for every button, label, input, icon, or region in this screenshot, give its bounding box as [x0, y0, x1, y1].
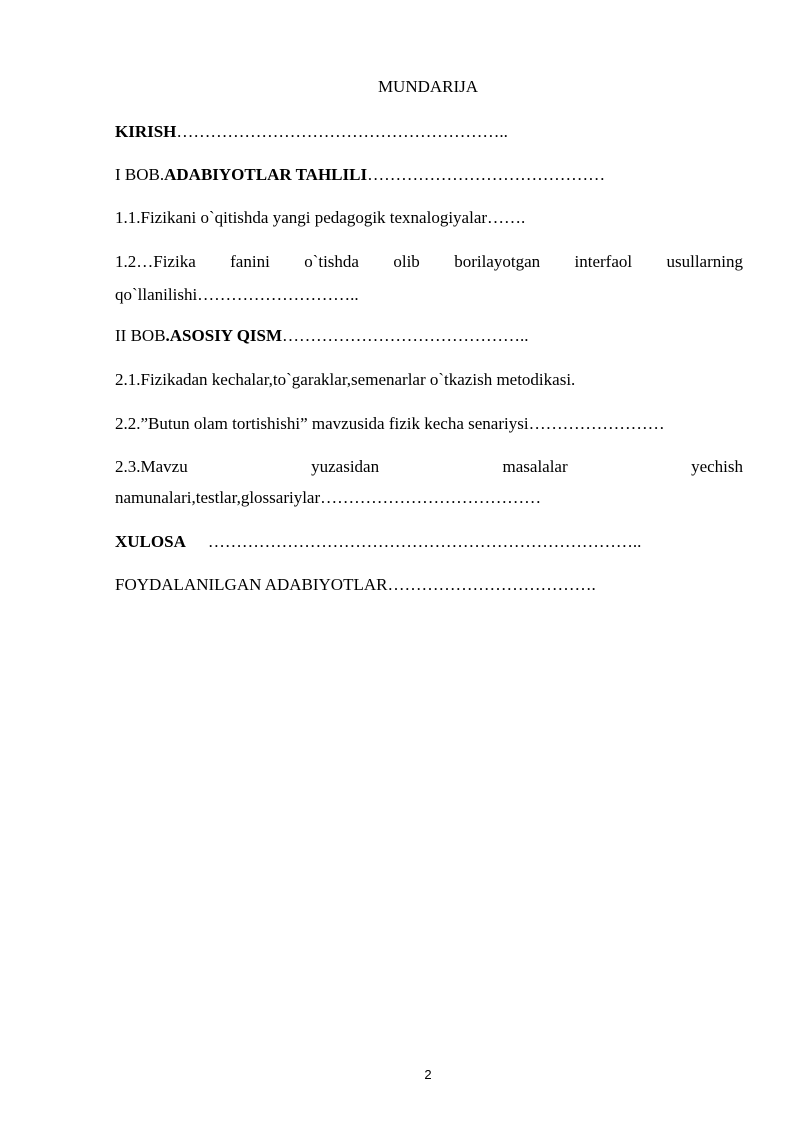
toc-word: masalalar	[502, 457, 568, 476]
toc-label: KIRISH	[115, 122, 177, 141]
toc-text: 2.2.”Butun olam tortishishi” mavzusida fizik kecha senariysi……………………	[115, 414, 665, 433]
toc-dots: …………………………………………………………………..	[207, 532, 642, 551]
toc-label: XULOSA	[115, 532, 186, 551]
toc-word: yuzasidan	[311, 457, 380, 476]
toc-entry-bob1	[115, 164, 743, 186]
toc-word: borilayotgan	[454, 252, 541, 271]
toc-word: interfaol	[574, 252, 633, 271]
toc-word: 2.3.Mavzu	[115, 457, 188, 476]
toc-word: usullarning	[666, 252, 743, 271]
page-number: 2	[424, 1067, 432, 1082]
toc-word: yechish	[691, 457, 743, 476]
toc-prefix: II BOB	[115, 326, 166, 345]
toc-entry-1-1	[115, 207, 743, 229]
toc-entry-2-3-line2	[115, 487, 743, 509]
toc-entry-1-2-line1	[115, 251, 743, 273]
toc-prefix: I BOB.	[115, 165, 165, 184]
toc-word: o`tishda	[304, 252, 359, 271]
toc-text: namunalari,testlar,glossariylar…………………………………	[115, 488, 542, 507]
toc-word: olib	[393, 252, 420, 271]
toc-text: FOYDALANILGAN ADABIYOTLAR……………………………….	[115, 575, 596, 594]
page-title: MUNDARIJA	[377, 77, 479, 96]
toc-word: 1.2…Fizika	[115, 252, 196, 271]
toc-entry-bob2	[115, 325, 743, 347]
toc-text: 2.1.Fizikadan kechalar,to`garaklar,semenarlar o`tkazish metodikasi.	[115, 370, 576, 389]
toc-word: fanini	[230, 252, 270, 271]
toc-entry-2-1	[115, 369, 743, 391]
toc-dots: …………………………………………………..	[176, 122, 508, 141]
toc-dots: ……………………………………..	[282, 326, 529, 345]
toc-entry-kirish	[115, 121, 743, 143]
toc-label: .ASOSIY QISM	[165, 326, 283, 345]
toc-entry-1-2-line2	[115, 284, 743, 306]
toc-text: 1.1.Fizikani o`qitishda yangi pedagogik texnalogiyalar…….	[115, 208, 526, 227]
toc-text: qo`llanilishi………………………..	[115, 285, 359, 304]
toc-entry-xulosa	[115, 531, 743, 553]
toc-dots: ……………………………………	[367, 165, 606, 184]
toc-entry-2-3-line1	[115, 456, 743, 478]
toc-entry-2-2	[115, 413, 743, 435]
toc-label: ADABIYOTLAR TAHLILI	[164, 165, 368, 184]
toc-entry-foydalanilgan	[115, 574, 743, 596]
